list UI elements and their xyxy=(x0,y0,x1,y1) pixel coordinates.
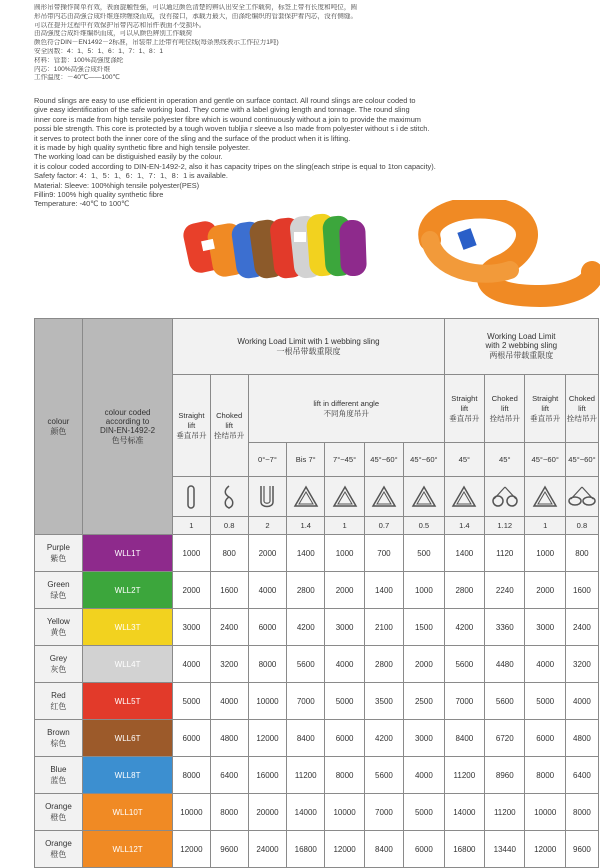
wll-value-cell: 1000 xyxy=(404,572,445,609)
lift-label: lift xyxy=(578,403,586,413)
wll-value-cell: 4200 xyxy=(364,720,403,757)
wll-value-cell: 6000 xyxy=(525,720,565,757)
wll-value-cell: 12000 xyxy=(525,831,565,868)
wll-code-cell: WLL2T xyxy=(82,572,172,609)
wll-code-cell: WLL12T xyxy=(82,831,172,868)
colour-name-cn: 橙色 xyxy=(50,813,67,822)
table-body xyxy=(35,535,599,868)
wll-value-cell: 20000 xyxy=(248,794,286,831)
colour-name-en: Grey xyxy=(49,654,68,663)
colour-name-cell xyxy=(35,794,83,831)
wll-value-cell: 2400 xyxy=(565,609,598,646)
factor-cell: 1.4 xyxy=(444,517,484,535)
wll-value-cell: 4000 xyxy=(248,572,286,609)
wll-value-cell: 4000 xyxy=(325,646,364,683)
angle-lift-header xyxy=(248,375,444,443)
intro-en-line: Round slings are easy to use efficient in operation and gentle on surface contact. All round slings are colour coded to xyxy=(34,96,416,105)
colour-name-en: Purple xyxy=(46,543,70,552)
colour-code-header-line3: DIN-EN-1492-2 xyxy=(100,425,156,435)
intro-cn-line: 圆形吊带操作简单有效，表面旋触性强，可以通过颜色清楚的辨认出安全工作载荷，标签上带有长度和吨位，圆 xyxy=(34,4,358,11)
wll-value-cell: 1400 xyxy=(287,535,325,572)
colour-code-header-line1: colour coded xyxy=(104,407,151,417)
wll-value-cell: 4000 xyxy=(173,646,210,683)
wll-value-cell: 4480 xyxy=(485,646,525,683)
wll-value-cell: 2240 xyxy=(485,572,525,609)
wll-value-cell: 7000 xyxy=(444,683,484,720)
wll-value-cell: 3000 xyxy=(173,609,210,646)
double-sling-header-cn: 两根吊带载重限度 xyxy=(489,351,554,360)
table-row xyxy=(35,757,599,794)
table-row xyxy=(35,831,599,868)
wll-value-cell: 8960 xyxy=(485,757,525,794)
intro-cn-line: 颜色符合DIN－EN1492－2标准，吊装带上还带有吨位线(每条黑线表示工作拉力1吨) xyxy=(34,39,279,47)
lift-label: lift xyxy=(187,420,196,430)
table-row xyxy=(35,535,599,572)
wll-value-cell: 4200 xyxy=(287,609,325,646)
wll-code-cell: WLL5T xyxy=(82,683,172,720)
double-straight-header-2 xyxy=(525,375,565,443)
colour-name-cn: 棕色 xyxy=(50,739,67,748)
factor-cell: 1 xyxy=(525,517,565,535)
colour-name-cell xyxy=(35,757,83,794)
colour-name-en: Green xyxy=(47,580,70,589)
wll-code-cell: WLL3T xyxy=(82,609,172,646)
table-row xyxy=(35,609,599,646)
wll-value-cell: 1500 xyxy=(404,609,445,646)
wll-value-cell: 8400 xyxy=(364,831,403,868)
colour-name-cell xyxy=(35,572,83,609)
intro-cn-line: 可以在提升过程中有效保护吊带内芯和吊件表面不受损坏。 xyxy=(34,21,206,29)
wll-value-cell: 2000 xyxy=(173,572,210,609)
wll-value-cell: 8000 xyxy=(525,757,565,794)
double-choked-header xyxy=(485,375,525,443)
triangle-lift-icon xyxy=(364,477,403,517)
colour-name-cn: 黄色 xyxy=(50,628,67,637)
wll-value-cell: 4000 xyxy=(565,683,598,720)
colour-name-cell xyxy=(35,720,83,757)
single-sling-header-en: Working Load Limit with 1 webbing sling xyxy=(237,336,380,346)
wll-value-cell: 1400 xyxy=(364,572,403,609)
intro-cn-line: 工作温度：－40℃——100℃ xyxy=(34,74,120,82)
colour-name-cn: 橙色 xyxy=(50,850,67,859)
wll-value-cell: 9600 xyxy=(565,831,598,868)
choked-label: Choked xyxy=(491,393,518,403)
colour-name-en: Brown xyxy=(47,728,70,737)
double-choked-icon xyxy=(565,477,598,517)
wll-value-cell: 10000 xyxy=(325,794,364,831)
wll-value-cell: 2000 xyxy=(525,572,565,609)
double-sling-header-line2: with 2 webbing sling xyxy=(485,341,558,350)
colour-name-cn: 紫色 xyxy=(50,554,67,563)
intro-cn-line: 内芯：100%高强合成纤维 xyxy=(34,65,111,73)
triangle-lift-icon xyxy=(525,477,565,517)
wll-value-cell: 4200 xyxy=(444,609,484,646)
colour-name-en: Orange xyxy=(45,802,72,811)
factor-cell: 0.8 xyxy=(565,517,598,535)
choked-cn-label: 拴结吊升 xyxy=(213,430,245,440)
wll-value-cell: 500 xyxy=(404,535,445,572)
wll-value-cell: 11200 xyxy=(287,757,325,794)
round-slings-photo xyxy=(180,200,600,310)
wll-value-cell: 4800 xyxy=(565,720,598,757)
wll-value-cell: 800 xyxy=(565,535,598,572)
wll-value-cell: 2000 xyxy=(248,535,286,572)
angle-cell: 45°~60° xyxy=(364,443,403,477)
wll-value-cell: 7000 xyxy=(364,794,403,831)
wll-value-cell: 8000 xyxy=(325,757,364,794)
angle-cn-label: 不同角度吊升 xyxy=(323,408,369,418)
wll-value-cell: 8000 xyxy=(565,794,598,831)
wll-value-cell: 16000 xyxy=(248,757,286,794)
colour-code-header-cn: 色号标准 xyxy=(111,435,144,445)
choked-lift-icon xyxy=(210,477,248,517)
angle-cell: 45° xyxy=(485,443,525,477)
table-row xyxy=(35,720,599,757)
colour-name-cn: 红色 xyxy=(50,702,67,711)
wll-value-cell: 10000 xyxy=(248,683,286,720)
wll-value-cell: 5000 xyxy=(404,794,445,831)
table-row xyxy=(35,683,599,720)
wll-value-cell: 11200 xyxy=(444,757,484,794)
wll-value-cell: 2800 xyxy=(364,646,403,683)
intro-chinese xyxy=(34,4,604,83)
wll-value-cell: 13440 xyxy=(485,831,525,868)
colour-name-cell xyxy=(35,646,83,683)
lift-label: lift xyxy=(541,403,549,413)
stacked-slings-image xyxy=(181,213,367,280)
colour-name-cn: 蓝色 xyxy=(50,776,67,785)
angle-cell: 0°~7° xyxy=(248,443,286,477)
wll-value-cell: 6000 xyxy=(173,720,210,757)
colour-name-cell xyxy=(35,609,83,646)
intro-en-line: it serves to protect both the inner core of the sling and the surface of the product when it is lifting. xyxy=(34,133,351,143)
wll-value-cell: 8400 xyxy=(444,720,484,757)
intro-en-line: Safety factor: 4：1、5：1、6：1、7：1、8：1 is available. xyxy=(34,171,228,181)
wll-value-cell: 2800 xyxy=(444,572,484,609)
factor-cell: 0.7 xyxy=(364,517,403,535)
straight-cn-label: 垂直吊升 xyxy=(530,413,561,423)
colour-code-header-line2: according to xyxy=(105,416,150,426)
intro-english xyxy=(34,96,604,209)
intro-en-line: Material: Sleeve: 100%high tensile polyester(PES) xyxy=(34,180,200,190)
intro-cn-line: 材料：管套：100%高强度涤纶 xyxy=(34,56,124,64)
intro-en-line: it is colour coded according to DIN-EN-1492-2, also it has capacity tripes on the sling(each stripe is equal to 1ton capacity). xyxy=(34,161,436,171)
orange-sling-image xyxy=(429,208,592,296)
colour-name-en: Orange xyxy=(45,839,72,848)
colour-header-en: colour xyxy=(47,416,70,426)
lift-label: lift xyxy=(460,403,469,413)
wll-value-cell: 2000 xyxy=(404,646,445,683)
single-sling-header xyxy=(173,319,444,375)
wll-value-cell: 8000 xyxy=(173,757,210,794)
angle-cell: 45°~60° xyxy=(525,443,565,477)
wll-value-cell: 5600 xyxy=(364,757,403,794)
wll-code-cell: WLL1T xyxy=(82,535,172,572)
angle-cell: Bis 7° xyxy=(287,443,325,477)
lift-label: lift xyxy=(500,403,509,413)
double-sling-header-line1: Working Load Limit xyxy=(487,332,556,341)
triangle-lift-icon xyxy=(444,477,484,517)
wll-value-cell: 4000 xyxy=(210,683,248,720)
triangle-lift-icon xyxy=(287,477,325,517)
wll-value-cell: 12000 xyxy=(173,831,210,868)
wll-value-cell: 10000 xyxy=(525,794,565,831)
wll-value-cell: 8000 xyxy=(248,646,286,683)
colour-name-cell xyxy=(35,535,83,572)
wll-value-cell: 3200 xyxy=(210,646,248,683)
wll-value-cell: 6400 xyxy=(565,757,598,794)
wll-value-cell: 6720 xyxy=(485,720,525,757)
wll-code-cell: WLL6T xyxy=(82,720,172,757)
wll-value-cell: 3000 xyxy=(404,720,445,757)
wll-value-cell: 11200 xyxy=(485,794,525,831)
angle-cell: 45°~60° xyxy=(404,443,445,477)
colour-header-cn: 颜色 xyxy=(50,426,67,436)
wll-value-cell: 3200 xyxy=(565,646,598,683)
wll-table xyxy=(34,318,599,868)
wll-value-cell: 5000 xyxy=(525,683,565,720)
factor-cell: 0.5 xyxy=(404,517,445,535)
colour-name-en: Yellow xyxy=(47,617,70,626)
wll-value-cell: 4000 xyxy=(404,757,445,794)
colour-name-en: Red xyxy=(51,691,66,700)
wll-value-cell: 1400 xyxy=(444,535,484,572)
colour-name-cn: 灰色 xyxy=(50,665,67,674)
choked-cn-label: 拴结吊升 xyxy=(489,413,520,423)
straight-lift-icon xyxy=(173,477,210,517)
wll-value-cell: 6000 xyxy=(248,609,286,646)
wll-value-cell: 2100 xyxy=(364,609,403,646)
intro-en-line: it is made by high quality synthetic fibre and high tensile polyester. xyxy=(34,143,251,153)
lift-label: lift xyxy=(225,420,233,430)
wll-value-cell: 8400 xyxy=(287,720,325,757)
wll-code-cell: WLL4T xyxy=(82,646,172,683)
straight-cn-label: 垂直吊升 xyxy=(449,413,480,423)
wll-value-cell: 3500 xyxy=(364,683,403,720)
wll-value-cell: 4800 xyxy=(210,720,248,757)
table-row xyxy=(35,646,599,683)
intro-en-line: Fillin9: 100% high quality synthetic fibre xyxy=(34,190,164,200)
wll-code-cell: WLL10T xyxy=(82,794,172,831)
straight-cn-label: 垂直吊升 xyxy=(176,430,207,440)
angle-cell: 7°~45° xyxy=(325,443,364,477)
colour-name-cell xyxy=(35,831,83,868)
wll-value-cell: 8000 xyxy=(210,794,248,831)
wll-value-cell: 6000 xyxy=(404,831,445,868)
colour-header xyxy=(35,319,83,535)
wll-value-cell: 6000 xyxy=(325,720,364,757)
angle-label: lift in different angle xyxy=(313,398,380,408)
intro-cn-line: 形吊带内芯由高强合成纤维连续缠绕而成，没有接口，承载力最大，由涤纶编织的管套保护着内芯，没有侧缝。 xyxy=(34,12,358,20)
wll-value-cell: 3360 xyxy=(485,609,525,646)
intro-cn-line: 由高强度合成纤维编织而成，可以从颜色辨别工作载荷 xyxy=(34,30,193,38)
wll-value-cell: 2500 xyxy=(404,683,445,720)
wll-value-cell: 1120 xyxy=(485,535,525,572)
intro-en-line: Temperature: -40℃ to 100℃ xyxy=(34,199,130,209)
straight-label: Straight xyxy=(451,393,478,403)
intro-en-line: possi ble strength. This core is protected by a tough woven tubljia r sleeve a lso made from polyester without s i de stitch. xyxy=(34,124,430,134)
wll-value-cell: 1600 xyxy=(210,572,248,609)
table-row xyxy=(35,794,599,831)
wll-value-cell: 5000 xyxy=(173,683,210,720)
wll-value-cell: 2800 xyxy=(287,572,325,609)
intro-en-line: give easy identification of the safe working load. They come with a label giving length and tonnage. The round sling xyxy=(34,105,410,115)
angle-cell: 45°~60° xyxy=(565,443,598,477)
wll-value-cell: 5600 xyxy=(287,646,325,683)
factor-cell: 0.8 xyxy=(210,517,248,535)
wll-value-cell: 700 xyxy=(364,535,403,572)
factor-cell: 1 xyxy=(325,517,364,535)
factor-cell: 1.4 xyxy=(287,517,325,535)
choked-cn-label: 拴结吊升 xyxy=(566,413,598,423)
wll-value-cell: 2000 xyxy=(325,572,364,609)
wll-value-cell: 6400 xyxy=(210,757,248,794)
wll-value-cell: 10000 xyxy=(173,794,210,831)
factor-cell: 1 xyxy=(173,517,210,535)
double-choked-header-2 xyxy=(565,375,598,443)
wll-value-cell: 5600 xyxy=(444,646,484,683)
wll-value-cell: 16800 xyxy=(287,831,325,868)
wll-value-cell: 3000 xyxy=(325,609,364,646)
wll-value-cell: 5000 xyxy=(325,683,364,720)
basket-lift-icon xyxy=(248,477,286,517)
wll-value-cell: 12000 xyxy=(325,831,364,868)
wll-value-cell: 14000 xyxy=(444,794,484,831)
wll-value-cell: 16800 xyxy=(444,831,484,868)
wll-value-cell: 12000 xyxy=(248,720,286,757)
choked-label: Choked xyxy=(568,393,596,403)
single-sling-header-cn: 一根吊带载重限度 xyxy=(276,346,341,356)
double-straight-header xyxy=(444,375,484,443)
colour-name-en: Blue xyxy=(50,765,67,774)
double-sling-header xyxy=(444,319,598,375)
straight-lift-header xyxy=(173,375,210,477)
straight-label: Straight xyxy=(532,393,559,403)
wll-value-cell: 3000 xyxy=(525,609,565,646)
triangle-lift-icon xyxy=(325,477,364,517)
factor-cell: 1.12 xyxy=(485,517,525,535)
wll-code-cell: WLL8T xyxy=(82,757,172,794)
intro-en-line: The working load can be distiguished easily by the colour. xyxy=(34,152,223,162)
wll-value-cell: 2400 xyxy=(210,609,248,646)
colour-name-cn: 绿色 xyxy=(50,591,67,600)
wll-value-cell: 7000 xyxy=(287,683,325,720)
colour-name-cell xyxy=(35,683,83,720)
wll-value-cell: 800 xyxy=(210,535,248,572)
wll-value-cell: 4000 xyxy=(525,646,565,683)
intro-cn-line: 安全因数：4：1、5：1、6：1、7：1、8：1 xyxy=(34,47,163,55)
wll-value-cell: 1000 xyxy=(325,535,364,572)
angle-cell: 45° xyxy=(444,443,484,477)
colour-code-header xyxy=(82,319,172,535)
table-row xyxy=(35,572,599,609)
wll-value-cell: 1600 xyxy=(565,572,598,609)
straight-label: Straight xyxy=(178,410,205,420)
wll-value-cell: 14000 xyxy=(287,794,325,831)
double-choked-icon xyxy=(485,477,525,517)
choked-lift-header xyxy=(210,375,248,477)
wll-value-cell: 1000 xyxy=(173,535,210,572)
choked-label: Choked xyxy=(216,410,243,420)
wll-value-cell: 9600 xyxy=(210,831,248,868)
wll-value-cell: 1000 xyxy=(525,535,565,572)
intro-en-line: inner core is made from high tensile polyester fibre which is wound continuously without a join to provide the maximum xyxy=(34,114,421,124)
wll-value-cell: 24000 xyxy=(248,831,286,868)
factor-cell: 2 xyxy=(248,517,286,535)
wll-value-cell: 5600 xyxy=(485,683,525,720)
triangle-lift-icon xyxy=(404,477,445,517)
